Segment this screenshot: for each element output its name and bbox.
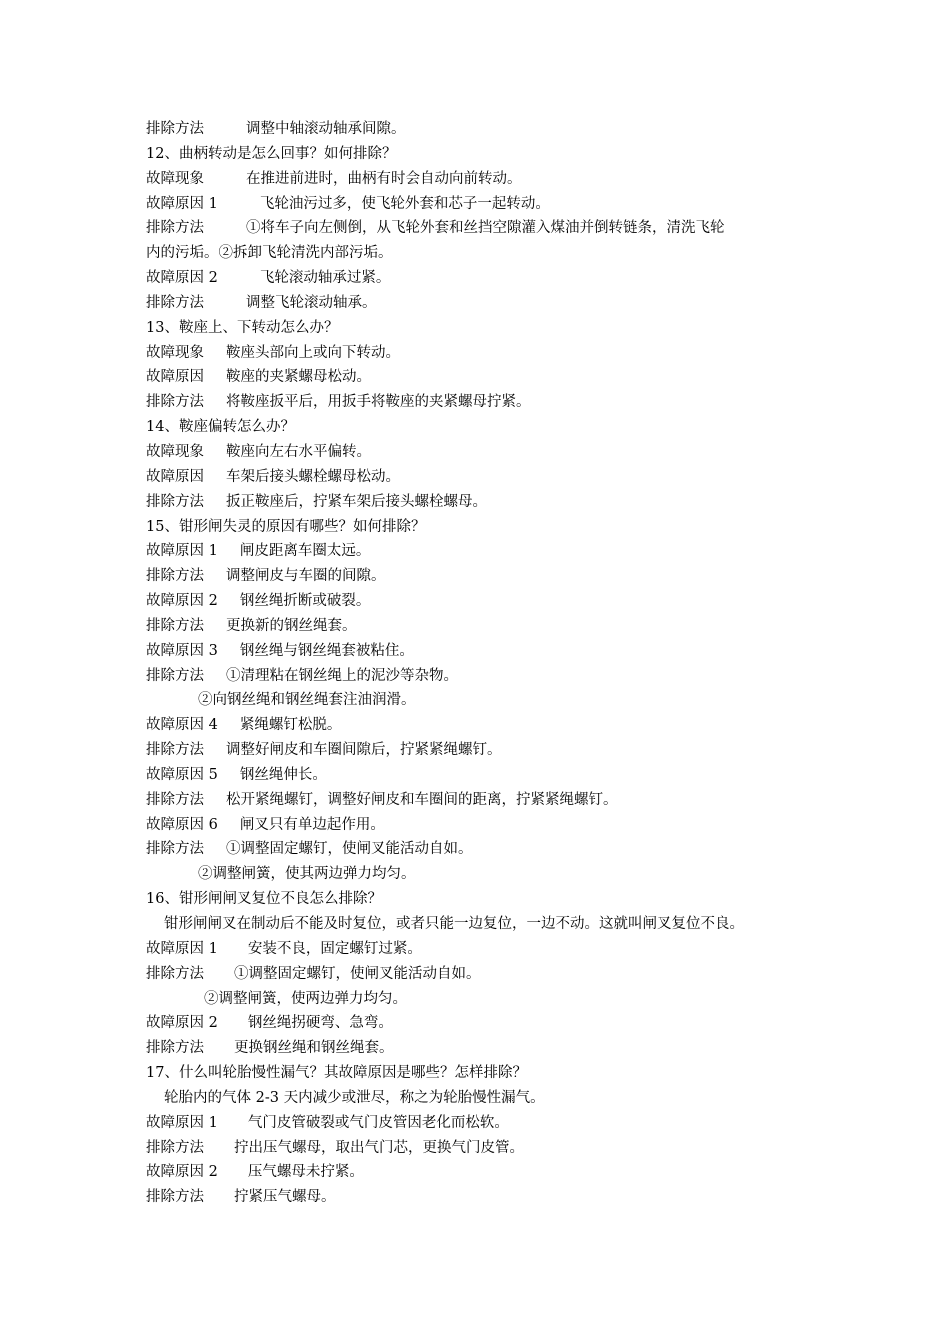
text-line: [146, 813, 826, 838]
text-line: [146, 788, 826, 813]
line-label: 故障原因 1: [146, 1114, 218, 1131]
line-label: 排除方法: [146, 294, 204, 311]
line-text: 扳正鞍座后，拧紧车架后接头螺栓螺母。: [226, 493, 487, 510]
line-text: 17、什么叫轮胎慢性漏气？其故障原因是哪些？怎样排除？: [146, 1065, 527, 1082]
section-heading: [146, 1061, 826, 1086]
line-label: 排除方法: [146, 394, 204, 411]
text-line: [146, 1160, 826, 1185]
section-heading: [146, 142, 826, 167]
line-label: 排除方法: [146, 791, 204, 808]
line-text: ②调整闸簧，使其两边弹力均匀。: [198, 866, 416, 883]
line-text: 紧绳螺钉松脱。: [239, 717, 342, 734]
text-line: [146, 614, 826, 639]
line-text: 更换新的钢丝绳套。: [226, 617, 357, 634]
line-label: 排除方法: [146, 1139, 204, 1156]
line-text: 气门皮管破裂或气门皮管因老化而松软。: [247, 1114, 509, 1131]
line-text: ②向钢丝绳和钢丝绳套注油润滑。: [198, 692, 416, 709]
line-label: 故障现象: [146, 344, 204, 361]
text-line: [146, 713, 826, 738]
line-label: 故障原因 2: [146, 270, 218, 287]
line-label: 排除方法: [146, 667, 204, 684]
line-text: 将鞍座扳平后，用扳手将鞍座的夹紧螺母拧紧。: [226, 394, 531, 411]
line-label: 故障原因 1: [146, 195, 218, 212]
text-line: [146, 564, 826, 589]
text-line: [146, 987, 826, 1012]
line-label: 故障原因 6: [146, 816, 218, 833]
line-text: 压气螺母未拧紧。: [247, 1164, 364, 1181]
line-label: 排除方法: [146, 1040, 204, 1057]
section-heading: [146, 316, 826, 341]
line-text: ①调整固定螺钉，使闸叉能活动自如。: [226, 841, 473, 858]
line-text: 拧紧压气螺母。: [234, 1189, 336, 1206]
line-text: 16、钳形闸闸叉复位不良怎么排除？: [146, 891, 382, 908]
paragraph-line: [146, 1086, 826, 1111]
line-label: 故障原因 2: [146, 1164, 218, 1181]
text-line: [146, 763, 826, 788]
line-text: 闸皮距离车圈太远。: [239, 543, 371, 560]
line-label: 故障原因 2: [146, 1015, 218, 1032]
text-line: [146, 937, 826, 962]
text-line: [146, 738, 826, 763]
line-text: 钢丝绳伸长。: [239, 766, 327, 783]
line-label: 故障现象: [146, 443, 204, 460]
line-text: 鞍座向左右水平偏转。: [226, 443, 371, 460]
text-line: [146, 216, 826, 241]
line-text: 松开紧绳螺钉，调整好闸皮和车圈间的距离，拧紧紧绳螺钉。: [226, 791, 618, 808]
text-line: [146, 341, 826, 366]
line-text: ②调整闸簧，使两边弹力均匀。: [204, 990, 407, 1007]
text-line: [146, 1111, 826, 1136]
text-line: [146, 117, 826, 142]
text-line: [146, 1136, 826, 1161]
text-line: [146, 167, 826, 192]
line-text: 钢丝绳拐硬弯、急弯。: [247, 1015, 393, 1032]
line-label: 故障原因: [146, 369, 204, 386]
line-label: 排除方法: [146, 742, 204, 759]
paragraph-line: [146, 912, 826, 937]
line-label: 故障原因 2: [146, 593, 218, 610]
line-label: 排除方法: [146, 965, 204, 982]
line-text: 更换钢丝绳和钢丝绳套。: [234, 1040, 394, 1057]
line-text: 调整好闸皮和车圈间隙后，拧紧紧绳螺钉。: [226, 742, 502, 759]
line-label: 故障原因 3: [146, 642, 218, 659]
line-label: 故障原因 1: [146, 543, 218, 560]
line-text: ①清理粘在钢丝绳上的泥沙等杂物。: [226, 667, 458, 684]
text-line: [146, 266, 826, 291]
text-line: [146, 688, 826, 713]
text-line: [146, 962, 826, 987]
text-line: [146, 241, 826, 266]
line-label: 排除方法: [146, 568, 204, 585]
line-label: 排除方法: [146, 841, 204, 858]
section-heading: [146, 415, 826, 440]
line-text: 调整闸皮与车圈的间隙。: [226, 568, 386, 585]
line-text: 钢丝绳与钢丝绳套被粘住。: [239, 642, 414, 659]
line-text: 13、鞍座上、下转动怎么办？: [146, 319, 339, 336]
text-line: [146, 639, 826, 664]
text-line: [146, 1036, 826, 1061]
line-text: 拧出压气螺母，取出气门芯，更换气门皮管。: [234, 1139, 524, 1156]
line-text: 飞轮滚动轴承过紧。: [259, 270, 391, 287]
line-label: 故障原因 5: [146, 766, 218, 783]
text-line: [146, 539, 826, 564]
text-line: [146, 390, 826, 415]
line-label: 排除方法: [146, 1189, 204, 1206]
line-text: 在推进前进时，曲柄有时会自动向前转动。: [246, 170, 522, 187]
line-label: 故障原因: [146, 468, 204, 485]
text-line: [146, 589, 826, 614]
line-text: 内的污垢。②拆卸飞轮清洗内部污垢。: [146, 245, 393, 262]
section-heading: [146, 515, 826, 540]
line-text: 飞轮油污过多，使飞轮外套和芯子一起转动。: [259, 195, 550, 212]
text-line: [146, 862, 826, 887]
line-text: 调整飞轮滚动轴承。: [246, 294, 377, 311]
line-text: 闸叉只有单边起作用。: [239, 816, 385, 833]
text-line: [146, 465, 826, 490]
line-text: 12、曲柄转动是怎么回事？如何排除？: [146, 145, 397, 162]
line-text: 调整中轴滚动轴承间隙。: [246, 121, 406, 137]
line-label: 故障现象: [146, 170, 204, 187]
line-label: 排除方法: [146, 121, 204, 137]
line-text: 鞍座的夹紧螺母松动。: [226, 369, 371, 386]
line-text: ①将车子向左侧倒，从飞轮外套和丝挡空隙灌入煤油并倒转链条，清洗飞轮: [246, 220, 725, 237]
line-label: 故障原因 4: [146, 717, 218, 734]
line-text: 安装不良，固定螺钉过紧。: [247, 940, 422, 957]
document-page: [146, 117, 826, 1210]
line-text: 钳形闸闸叉在制动后不能及时复位，或者只能一边复位，一边不动。这就叫闸叉复位不良。: [164, 916, 744, 932]
line-label: 排除方法: [146, 493, 204, 510]
line-label: 排除方法: [146, 220, 204, 237]
line-text: 15、钳形闸失灵的原因有哪些？如何排除？: [146, 518, 426, 535]
text-line: [146, 1185, 826, 1210]
text-line: [146, 440, 826, 465]
line-text: 鞍座头部向上或向下转动。: [226, 344, 400, 361]
line-label: 故障原因 1: [146, 940, 218, 957]
text-line: [146, 291, 826, 316]
line-text: 14、鞍座偏转怎么办？: [146, 419, 295, 436]
text-line: [146, 1011, 826, 1036]
text-line: [146, 837, 826, 862]
text-line: [146, 365, 826, 390]
text-line: [146, 490, 826, 515]
line-text: 钢丝绳折断或破裂。: [239, 593, 371, 610]
line-text: 车架后接头螺栓螺母松动。: [226, 468, 400, 485]
text-line: [146, 664, 826, 689]
line-text: 轮胎内的气体 2-3 天内减少或泄尽，称之为轮胎慢性漏气。: [164, 1089, 545, 1106]
line-label: 排除方法: [146, 617, 204, 634]
text-line: [146, 192, 826, 217]
section-heading: [146, 887, 826, 912]
line-text: ①调整固定螺钉，使闸叉能活动自如。: [234, 965, 481, 982]
